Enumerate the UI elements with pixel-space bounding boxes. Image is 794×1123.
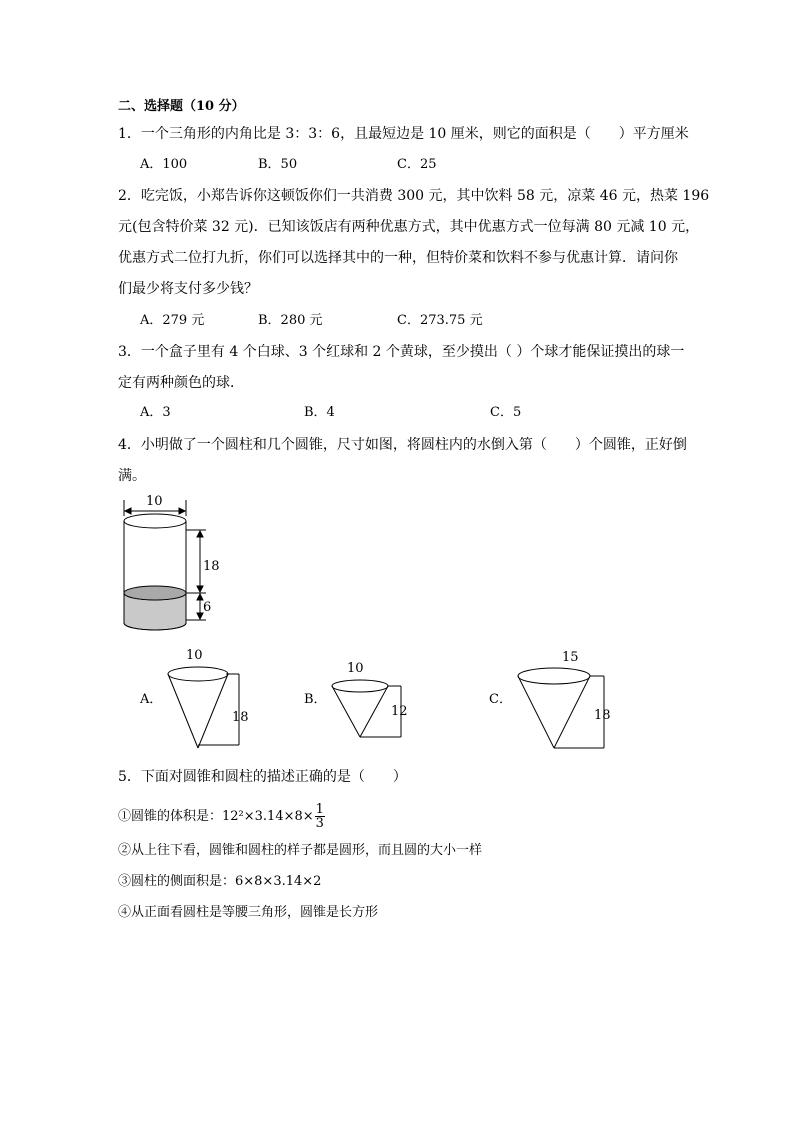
q1-option-c[interactable]: C．25 — [397, 157, 437, 172]
q4-option-a-label[interactable]: A． — [140, 692, 163, 707]
q2-option-a[interactable]: A．279 元 — [140, 313, 205, 328]
section-title: 二、选择题（10 分） — [118, 99, 245, 114]
q5-statement-3: ③圆柱的侧面积是：6×8×3.14×2 — [118, 874, 322, 889]
cone-c-diameter-label: 15 — [562, 650, 579, 665]
q3-text-line-1: 3．一个盒子里有 4 个白球、3 个红球和 2 个黄球，至少摸出（ ）个球才能保证摸出的球一 — [118, 344, 685, 360]
q2-text-line-2: 元(包含特价菜 32 元)．已知该饭店有两种优惠方式，其中优惠方式一位每满 80 元减 10 元， — [118, 219, 700, 235]
cylinder-figure — [116, 490, 226, 640]
fraction — [315, 803, 325, 830]
cylinder-empty-height-label: 18 — [203, 559, 220, 574]
q2-option-c[interactable]: C．273.75 元 — [397, 313, 483, 328]
cone-a-figure — [160, 642, 250, 752]
q3-text-line-2: 定有两种颜色的球． — [118, 375, 244, 391]
q3-option-b[interactable]: B．4 — [304, 405, 335, 420]
q4-text-line-2: 满。 — [118, 468, 146, 484]
cone-b-diameter-label: 10 — [347, 661, 364, 676]
fraction-numerator: 1 — [315, 802, 324, 817]
q5-statement-2: ②从上往下看，圆锥和圆柱的样子都是圆形，而且圆的大小一样 — [118, 843, 483, 858]
fraction-denominator: 3 — [315, 816, 324, 831]
cone-c-height-label: 18 — [594, 708, 611, 723]
cone-b-figure — [325, 650, 415, 745]
q2-text-line-4: 们最少将支付多少钱？ — [118, 281, 258, 297]
q3-option-c[interactable]: C．5 — [490, 405, 522, 420]
cylinder-water-height-label: 6 — [203, 600, 212, 615]
cone-c-figure — [510, 642, 615, 752]
cone-a-diameter-label: 10 — [186, 648, 203, 663]
q5-statement-1-text: ①圆锥的体积是：12²×3.14×8× — [118, 809, 314, 824]
q5-statement-4: ④从正面看圆柱是等腰三角形，圆锥是长方形 — [118, 905, 379, 920]
q1-text: 1．一个三角形的内角比是 3：3：6，且最短边是 10 厘米，则它的面积是（ ）平方厘米 — [118, 126, 689, 142]
cylinder-diameter-label: 10 — [146, 494, 163, 509]
q1-option-b[interactable]: B．50 — [258, 157, 298, 172]
q4-option-c-label[interactable]: C． — [489, 692, 512, 707]
q5-statement-1 — [118, 803, 325, 830]
q4-option-b-label[interactable]: B． — [304, 692, 327, 707]
cone-a-height-label: 18 — [232, 710, 249, 725]
q5-text: 5．下面对圆锥和圆柱的描述正确的是（ ） — [118, 769, 407, 785]
q4-text-line-1: 4．小明做了一个圆柱和几个圆锥，尺寸如图，将圆柱内的水倒入第（ ）个圆锥，正好倒 — [118, 437, 687, 453]
q2-option-b[interactable]: B．280 元 — [258, 313, 323, 328]
q3-option-a[interactable]: A．3 — [140, 405, 171, 420]
q2-text-line-3: 优惠方式二位打九折，你们可以选择其中的一种，但特价菜和饮料不参与优惠计算．请问你 — [118, 250, 678, 266]
q2-text-line-1: 2．吃完饭，小郑告诉你这顿饭你们一共消费 300 元，其中饮料 58 元，凉菜 46 元，热菜 196 — [118, 188, 710, 204]
cone-b-height-label: 12 — [391, 704, 408, 719]
q1-option-a[interactable]: A．100 — [140, 157, 188, 172]
